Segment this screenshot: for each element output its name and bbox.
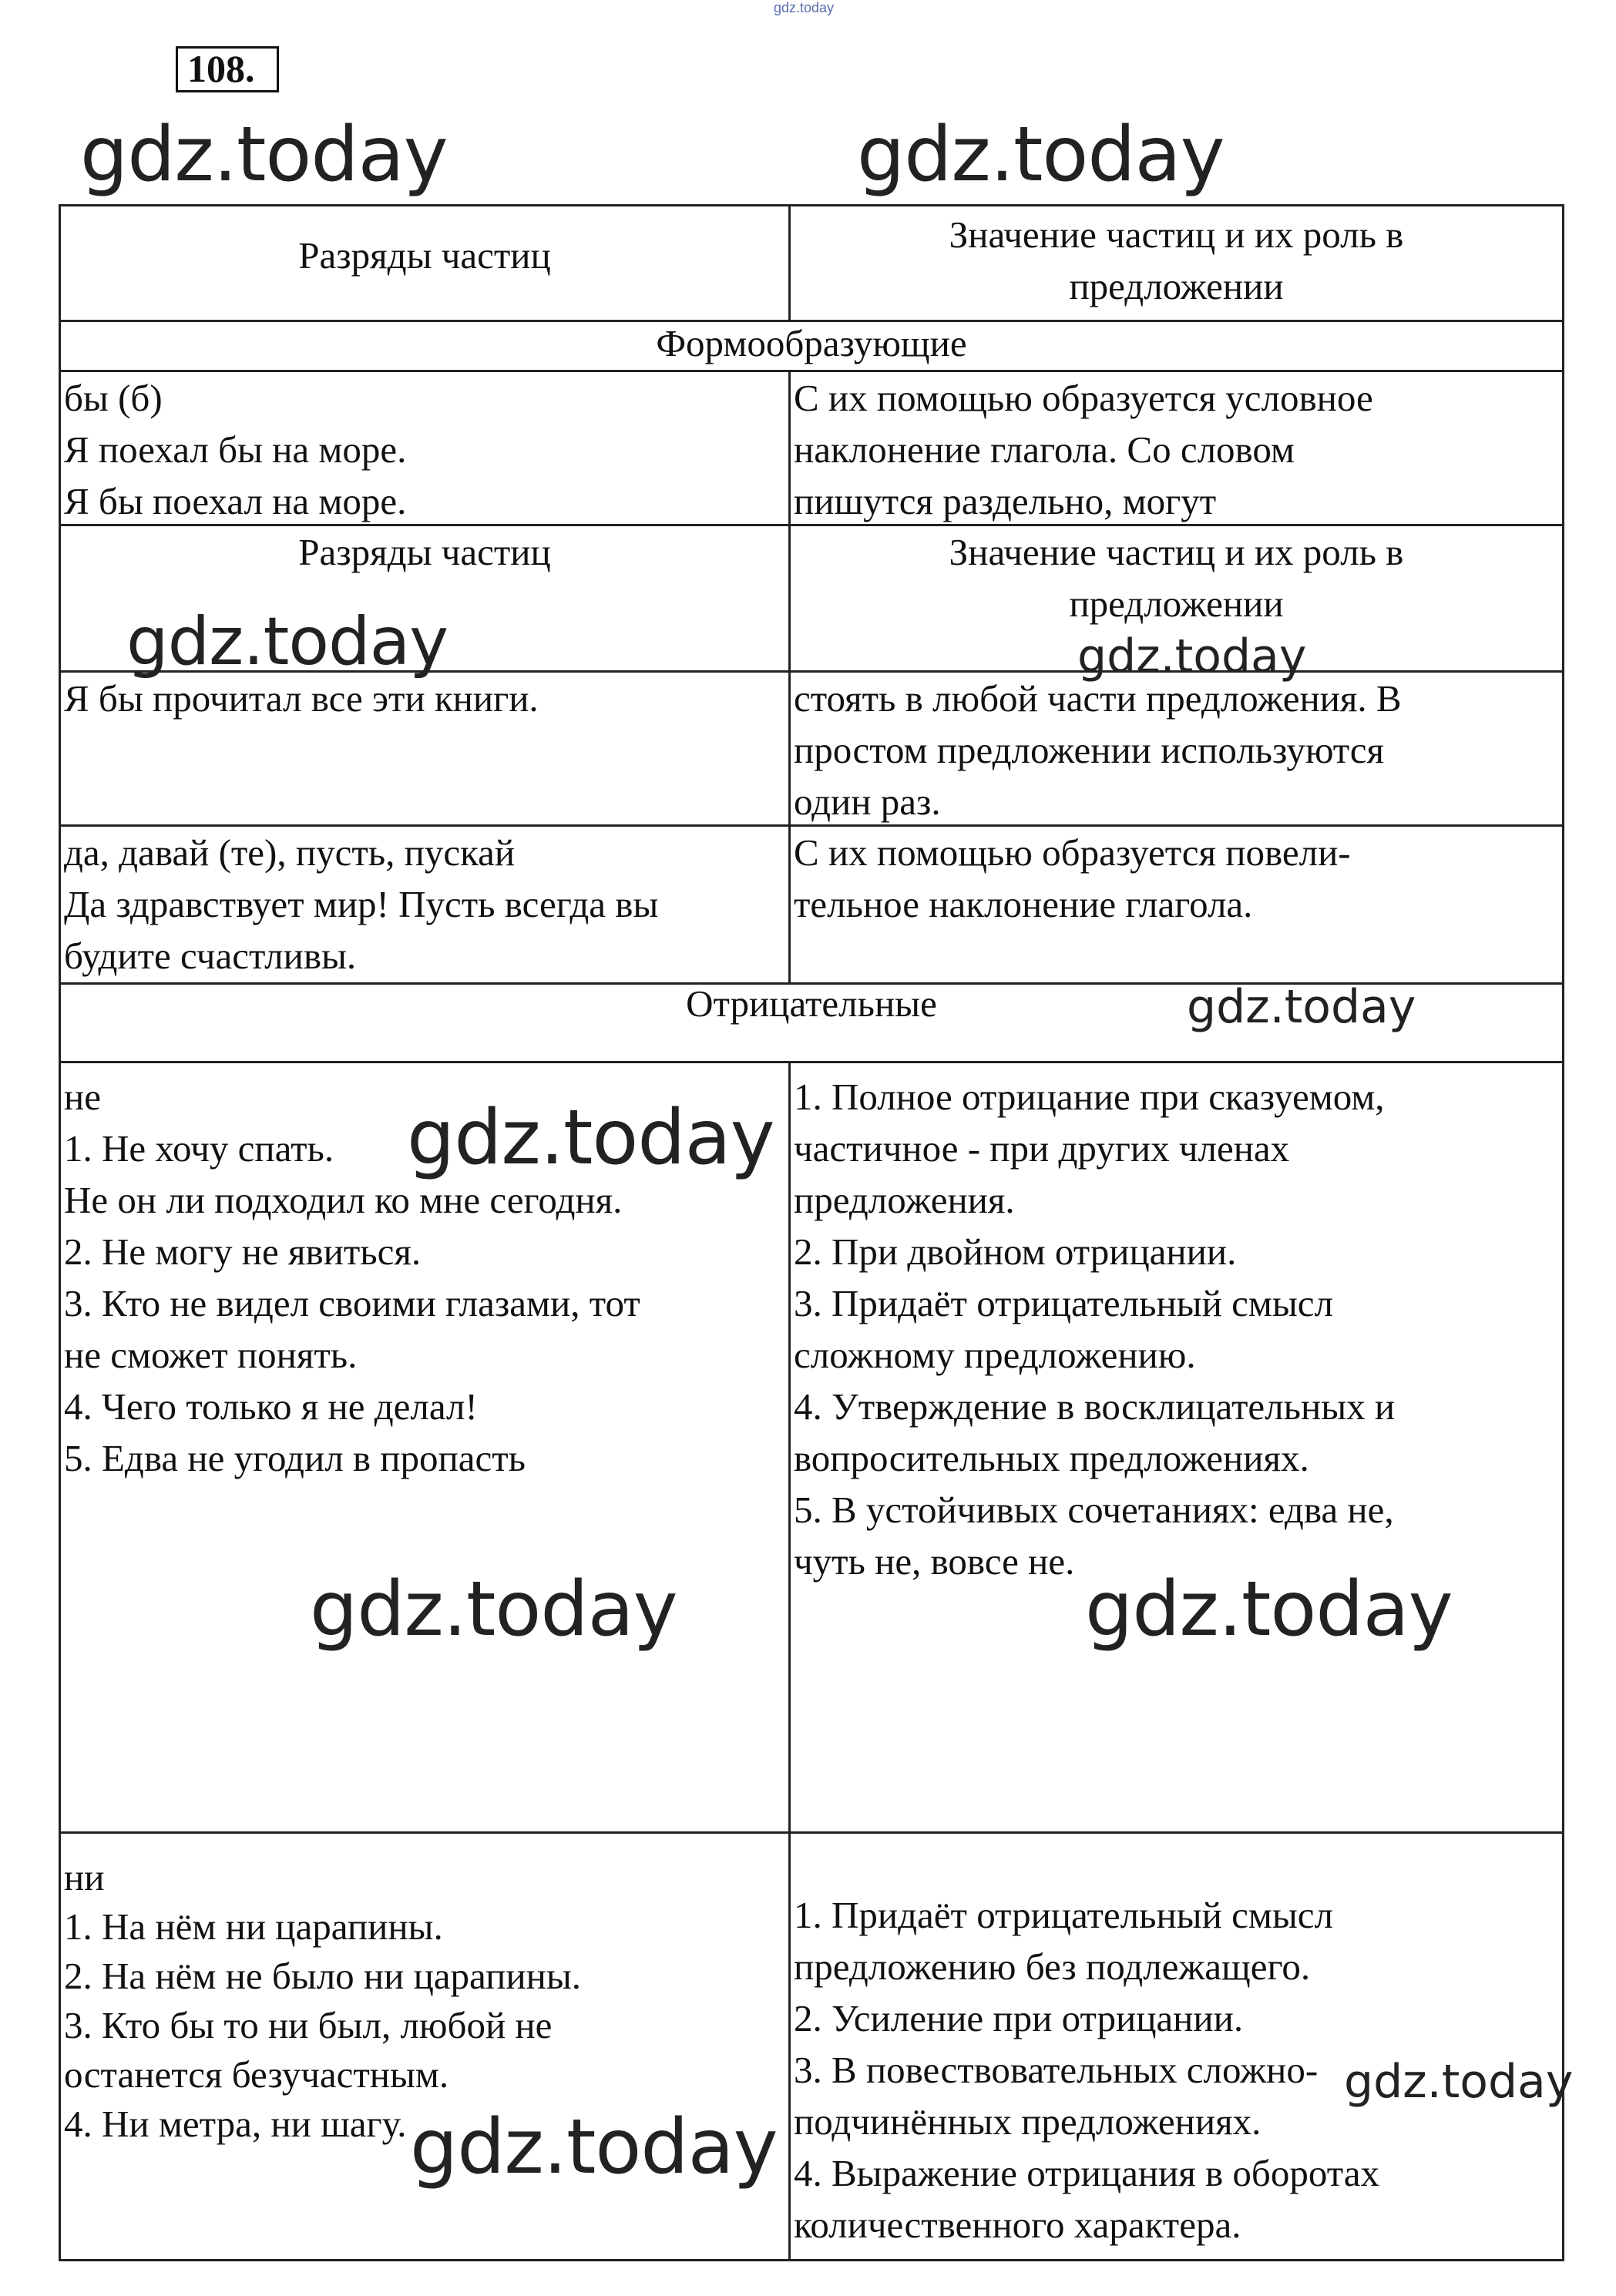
watermark: gdz.today	[126, 603, 449, 680]
text-line: предложения.	[794, 1179, 1015, 1221]
text-line: количественного характера.	[794, 2204, 1241, 2246]
header-col2-line: предложении	[1069, 582, 1284, 625]
text-line: будите счастливы.	[64, 935, 357, 977]
text-line: 3. Кто бы то ни был, любой не	[64, 2004, 553, 2046]
text-line: пишутся раздельно, могут	[794, 480, 1217, 522]
text-line: Я бы прочитал все эти книги.	[64, 677, 539, 720]
text-line: Да здравствует мир! Пусть всегда вы	[64, 883, 659, 925]
text-line: 3. В повествовательных сложно-	[794, 2049, 1319, 2091]
text-line: останется безучастным.	[64, 2053, 449, 2096]
text-line: 3. Придаёт отрицательный смысл	[794, 1282, 1333, 1324]
text-line: 1. На нём ни царапины.	[64, 1905, 443, 1948]
row-by-left	[61, 372, 791, 526]
watermark: gdz.today	[1344, 2055, 1574, 2109]
watermark: gdz.today	[80, 111, 448, 199]
text-line: частичное - при других членах	[794, 1127, 1290, 1170]
watermark: gdz.today	[857, 111, 1225, 199]
row-by-cont-left	[61, 673, 791, 827]
row-ne-right	[791, 1063, 1564, 1834]
section-negative-text: Отрицательные	[686, 985, 937, 1025]
text-line: чуть не, вовсе не.	[794, 1540, 1075, 1583]
exercise-number: 108.	[176, 46, 279, 92]
text-line: 1. Не хочу спать.	[64, 1127, 334, 1170]
text-line: 2. На нём не было ни царапины.	[64, 1955, 581, 1997]
text-line: 2. Усиление при отрицании.	[794, 1997, 1244, 2039]
text-line: подчинённых предложениях.	[794, 2100, 1262, 2143]
watermark: gdz.today	[1077, 629, 1307, 683]
row-da-right	[791, 827, 1564, 985]
header-col2-line: Значение частиц и их роль в	[949, 213, 1404, 256]
text-line: тельное наклонение глагола.	[794, 883, 1253, 925]
text-line: С их помощью образуется условное	[794, 377, 1373, 419]
text-line: стоять в любой части предложения. В	[794, 677, 1402, 720]
text-line: сложному предложению.	[794, 1334, 1196, 1376]
text-line: 4. Чего только я не делал!	[64, 1385, 478, 1428]
text-line: 2. Не могу не явиться.	[64, 1230, 422, 1273]
particles-table	[59, 204, 1564, 2261]
row-by-cont-right	[791, 673, 1564, 827]
text-line: не сможет понять.	[64, 1334, 358, 1376]
header-col1-text: Разряды частиц	[298, 234, 551, 277]
text-line: 4. Ни метра, ни шагу.	[64, 2103, 407, 2145]
text-line: 1. Полное отрицание при сказуемом,	[794, 1076, 1385, 1118]
row-ni-left	[61, 1834, 791, 2261]
text-line: 4. Выражение отрицания в оборотах	[794, 2152, 1379, 2194]
text-line: вопросительных предложениях.	[794, 1437, 1309, 1479]
text-line: 4. Утверждение в восклицательных и	[794, 1385, 1396, 1428]
watermark: gdz.today	[1085, 1566, 1453, 1653]
row-by-right	[791, 372, 1564, 526]
watermark: gdz.today	[410, 2103, 778, 2191]
text-line: не	[64, 1076, 101, 1118]
text-line: предложению без подлежащего.	[794, 1945, 1311, 1988]
row-da-left	[61, 827, 791, 985]
text-line: Я поехал бы на море.	[64, 428, 407, 471]
text-line: простом предложении используются	[794, 729, 1385, 771]
header-col2-line: Значение частиц и их роль в	[949, 531, 1404, 573]
header-col1	[61, 206, 791, 322]
header-col2-line: предложении	[1069, 265, 1284, 307]
watermark: gdz.today	[407, 1094, 774, 1182]
section-formative-text: Формообразующие	[656, 322, 967, 364]
text-line: бы (б)	[64, 377, 163, 419]
header-col2	[791, 206, 1564, 322]
header-repeat-col1-text: Разряды частиц	[298, 531, 551, 573]
text-line: ни	[64, 1856, 105, 1898]
text-line: 5. В устойчивых сочетаниях: едва не,	[794, 1489, 1394, 1531]
text-line: С их помощью образуется повели-	[794, 831, 1351, 874]
row-ni-right	[791, 1834, 1564, 2261]
text-line: наклонение глагола. Со словом	[794, 428, 1295, 471]
watermark: gdz.today	[310, 1566, 677, 1653]
top-watermark-tag: gdz.today	[774, 0, 835, 15]
text-line: 3. Кто не видел своими глазами, тот	[64, 1282, 640, 1324]
text-line: 1. Придаёт отрицательный смысл	[794, 1894, 1333, 1936]
text-line: Я бы поехал на море.	[64, 480, 407, 522]
text-line: один раз.	[794, 780, 941, 823]
text-line: 5. Едва не угодил в пропасть	[64, 1437, 526, 1479]
text-line: да, давай (те), пусть, пускай	[64, 831, 516, 874]
watermark: gdz.today	[1187, 980, 1416, 1034]
text-line: 2. При двойном отрицании.	[794, 1230, 1237, 1273]
text-line: Не он ли подходил ко мне сегодня.	[64, 1179, 623, 1221]
section-formative	[61, 322, 1564, 372]
